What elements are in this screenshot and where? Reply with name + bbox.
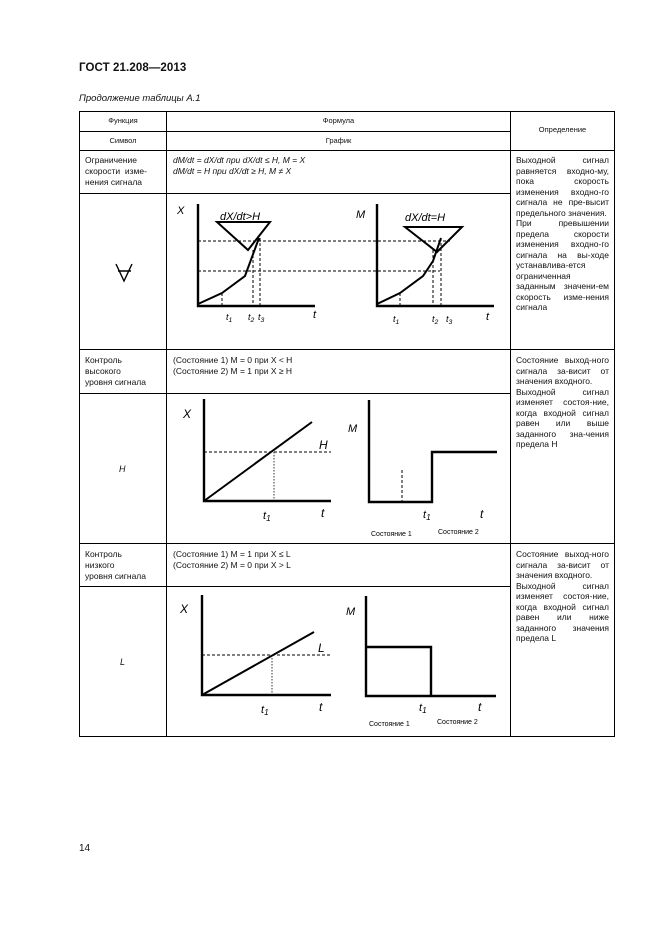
row3-function-line: Контроль xyxy=(85,549,122,559)
row1-right-t: t xyxy=(486,311,490,323)
row1-left-t3: $t_3$ xyxy=(258,312,265,324)
row1-right-expr: dX/dt=H xyxy=(405,212,446,224)
document-header: ГОСТ 21.208—2013 xyxy=(79,62,187,74)
row2-right-axis-label: M xyxy=(348,423,358,435)
row3-right-t: t xyxy=(478,700,482,714)
row1-formula-line: dM/dt = H при dX/dt ≥ H, M ≠ X xyxy=(173,166,292,176)
row1-left-t: t xyxy=(313,309,317,321)
row3-left-axis-label: X xyxy=(180,602,189,616)
low-level-output-graph xyxy=(346,596,496,728)
row2-definition-para: Состояние выход-ного сигнала за-висит от значения входного. xyxy=(516,355,609,386)
row2-level-label: H xyxy=(319,438,328,452)
row1-right-t2: $t_2$ xyxy=(432,314,439,326)
row3-symbol: L xyxy=(120,657,126,667)
header-symbol: Символ xyxy=(109,136,137,145)
row1-function-line: скорости изме- xyxy=(85,166,147,176)
row3-right-t1: t1 xyxy=(419,702,427,715)
row1-left-t2: $t_2$ xyxy=(248,312,255,324)
row2-left-axis-label: X xyxy=(183,407,192,421)
row1-left-axis-label: X xyxy=(177,205,185,217)
row3-state1-label: Состояние 1 xyxy=(369,721,410,728)
header-graph: График xyxy=(325,136,352,145)
row2-symbol: H xyxy=(119,464,126,474)
header-definition: Определение xyxy=(538,125,587,134)
row3-left-t: t xyxy=(319,700,323,714)
row3-function-line: низкого xyxy=(85,560,115,570)
row3-state2-label: Состояние 2 xyxy=(437,719,478,726)
row3-left-t1: t1 xyxy=(261,704,269,717)
row3-definition-para: Состояние выход-ного сигнала за-висит от значения входного. xyxy=(516,549,609,580)
table-caption: Продолжение таблицы А.1 xyxy=(79,93,201,104)
row3-level-label: L xyxy=(318,641,325,655)
row1-definition-para: Выходной сигнал равняется входно-му, пока скорость изменения входно-го сигнала не пре-высит предельного значения. xyxy=(516,155,609,218)
row1-right-t1: $t_1$ xyxy=(393,314,400,326)
row1-left-t1: $t_1$ xyxy=(226,312,233,324)
high-level-input-graph xyxy=(182,399,331,523)
row1-function-line: Ограничение xyxy=(85,155,137,165)
page-number: 14 xyxy=(79,843,91,854)
high-level-output-graph xyxy=(348,400,497,538)
header-formula: Формула xyxy=(322,116,355,125)
row2-state1-label: Состояние 1 xyxy=(371,531,412,538)
low-level-input-graph xyxy=(179,595,331,717)
row2-function-line: Контроль xyxy=(85,355,122,365)
rate-limit-output-graph xyxy=(356,204,494,326)
row1-right-t3: $t_3$ xyxy=(446,314,453,326)
row2-formula-line: (Состояние 2) M = 1 при X ≥ H xyxy=(173,366,293,376)
row2-left-t: t xyxy=(321,506,325,520)
funnel-icon xyxy=(217,222,270,250)
header-function: Функция xyxy=(108,116,138,125)
row2-right-t1: t1 xyxy=(423,509,431,522)
row2-function-line: уровня сигнала xyxy=(85,377,146,387)
row2-left-t1: t1 xyxy=(263,510,271,523)
row2-definition-para: Выходной сигнал изменяет состоя-ние, когда входной сигнал равен или выше заданного зна-чения предела H xyxy=(516,386,609,449)
row2-formula-line: (Состояние 1) M = 0 при X < H xyxy=(173,355,293,365)
row2-function-line: высокого xyxy=(85,366,121,376)
row1-definition-para: При превышении предела скорости изменения входно-го сигнала на вы-ходе устанавлива-ется ограниченная заданным значени-ем скорость изме-нения сигнала xyxy=(516,218,609,312)
row3-function-line: уровня сигнала xyxy=(85,571,146,581)
row3-formula-line: (Состояние 1) M = 1 при X ≤ L xyxy=(173,549,291,559)
funnel-icon xyxy=(405,227,462,252)
rate-limit-symbol-icon xyxy=(116,264,132,281)
row3-right-axis-label: M xyxy=(346,606,356,618)
row1-right-axis-label: M xyxy=(356,209,366,221)
row1-formula-line: dM/dt = dX/dt при dX/dt ≤ H, M = X xyxy=(173,155,306,165)
row1-left-expr: dX/dt>H xyxy=(220,211,261,223)
row3-definition-para: Выходной сигнал изменяет состоя-ние, когда входной сигнал равен или ниже заданного значения предела L xyxy=(516,580,609,643)
row3-formula-line: (Состояние 2) M = 0 при X > L xyxy=(173,560,291,570)
row2-right-t: t xyxy=(480,507,484,521)
row2-state2-label: Состояние 2 xyxy=(438,529,479,536)
row1-function-line: нения сигнала xyxy=(85,177,143,187)
